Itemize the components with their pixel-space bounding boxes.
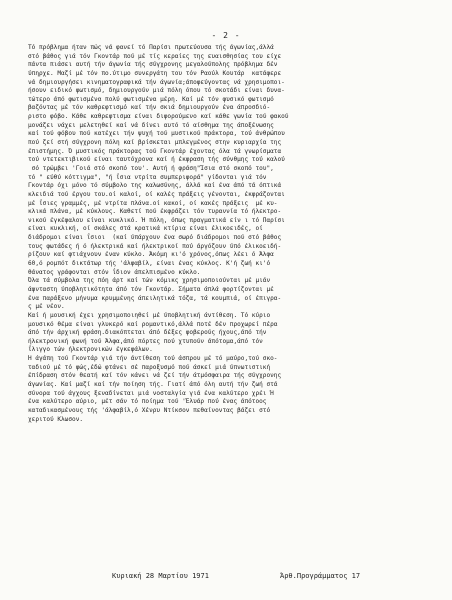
text-line: τού ντετεκτιβικού είναι ταυτόχρονα καί ή έκφραση τής σύνθμης τού καλού xyxy=(28,156,285,164)
text-line: κλικά πλάνα, μέ κύκλους. Καθετί πού έκφράζει τόν τυραννία τό ήλεκτρο- xyxy=(28,208,282,216)
text-line: ρίζουν καί φτιάχνουν έναν κύκλο. Άκόμη κι'ό χρόνος,όπως λέει ό Άλφα xyxy=(28,251,274,259)
text-line: ένα καλύτερο αύριο, μέτ σάν τό ποίημα τού 'Έλυάρ πού ένας άπότοος xyxy=(28,398,267,406)
text-line: τους φωτάδες ή ό ήλεκτρικά καί ήλεκτρικοί πού άργόζουν ύπό έλικοειδή- xyxy=(28,242,282,250)
text-line: τώτερο άπό φωτισμένα πολύ φωτισμένα μέρη. Καί μέ τόν φυσικό φωτισμό xyxy=(28,95,274,103)
text-line: 60,ό ρομπότ δικτάτωρ τής 'άλφαβίλ, είναι ένας κύκλος. Κ'ή ζωή κι'ό xyxy=(28,260,271,268)
text-line: άπό τήν άρχική φράση.διακόπτεται άπό δέξες φοβερούς ήχους,άπό τήν xyxy=(28,329,267,337)
text-line: Όλα τά σύμβολα της πόη άρτ καί τών κόμικς χρησιμοποιούνται μέ μιάν xyxy=(28,277,271,285)
text-line: Καί ή μουσική έχει χρησιμοποιηθεί μέ ύποβλητική άντίθεση. Τό κύριο xyxy=(28,311,271,319)
text-line: έπιστήμης. Ό μυστικός πράκτορας τού Γκοντάρ έχοντας όλα τά γνωρίσματα xyxy=(28,147,282,155)
text-line: πάντα πιάσει αυτή τήν άγωνία τής σύγχρονης μεγαλούπολης πρόβλημα δέν xyxy=(28,61,278,69)
text-line: Ή άγάπη τού Γκοντάρ γιά τήν άντίθεση τού άσπρου μέ τό μαύρο,τού σκο- xyxy=(28,355,278,363)
text-line: άφνταστη ύποβλητικότητα άπό τόν Γκοντάρ. Σήματα άπλά φορτίζονται μέ xyxy=(28,285,274,293)
text-line: πού ζεί στή σύγχρονη πόλη καί βρίσκεται μπλεγμένος στην κυριαρχία της xyxy=(28,139,282,147)
text-line: στό βάθος γιά τόν Γκοντάρ πού μέ τίς κεραίες της ευαισθησίας του είχε xyxy=(28,52,282,60)
text-line: νικού έγκέφαλου είναι κυκλικό. Ή πόλη, όπως πραγματικά είν ι τό Παρίσι xyxy=(28,216,285,224)
footer-date: Κυριακή 28 Μαρτίου 1971 xyxy=(112,572,209,580)
text-line: καί τού φόβου πού κατέχει τήν ψυχή τού μυστικού πράκτορα, τού άνθρώπου xyxy=(28,130,285,138)
text-line: ταδιού μέ τό φώς,έδώ φτάνει σέ παροξυσμό πού άσκεί μιά ύπνωτιστική xyxy=(28,363,271,371)
text-line: ένα παράξενο μήνυμα κρυμμένης άπειλητικά τόζα, τά κουμπιά, οί έπιγρα- xyxy=(28,294,282,302)
text-line: Γκοντάρ όχι μόνο τό σύμβολο της καλωσύνης, άλλά καί ένα άπό τά όπτικά xyxy=(28,182,282,190)
text-line: θάνατος γράφονται στόν ΐδιον άπελπισμένο κύκλο. xyxy=(28,268,201,276)
text-line: μονάζει νάχει μελετηθεί καί νά δίνει αυτό τό αίσθημα της άποξένωσης xyxy=(28,121,274,129)
text-line: χεριτού Κλωσον. xyxy=(28,415,84,423)
text-line: ριστο φόβο. Κάθε καθρεφτισμα είναι διφορούμενο καί κάθε γωνία τού φακού xyxy=(28,113,289,121)
text-line: ύπηρχε. Μαζί μέ τόν πο.ύτιμο συνεργάτη του τόν Ραούλ Κουτάρ κατάφερε xyxy=(28,69,282,77)
text-line: διάδρομοι είναι ΐσιοι (καί ύπάρχουν ένα σωρό διάδρομοι πού στό βάθος xyxy=(28,234,282,242)
page-number: - 2 - xyxy=(211,31,241,40)
footer xyxy=(0,572,452,582)
text-line: ΐλιγγο τών ήλεκτρονικών έγκεφάλων. xyxy=(28,346,153,354)
text-line: καταδικασμένους τής 'άλφαβίλ,ό Χένρυ Ντίκσον πεθαίνοντας βάζει στό xyxy=(28,406,271,414)
text-line: βαζόντας μέ τόν καθρεφτισμό καί τήν σκιά δημιουργούν ένα άπροσδιό- xyxy=(28,104,271,112)
text-line: ς μέ νέον. xyxy=(28,303,65,311)
text-line: σό τρώμβει 'Γοιά στό σκοπό του'. Αυτή ή φράση"Ίσια στό σκοπό του", xyxy=(28,164,274,172)
text-line: είναι κυκλική, οί σκάλες στά κρατικά κτίρια είναι έλικοειδές, οί xyxy=(28,225,263,233)
text-line: μέ ΐσιες γραμμές, μέ ντρίτα πλάνα.οί κακοί, οί κακές πράξεις μέ κυ- xyxy=(28,199,278,207)
text-line: τό " εύθύ κόττιγμα", "ή ΐσια ντρίτα συμπεριφορά" γίδονται γιά τόν xyxy=(28,173,267,181)
text-line: ήλεκτρονική φωνή τού Άλφα,άπό πόρτες πού χτυπούν άπότομα,άπό τόν xyxy=(28,337,263,345)
text-line: άγωνίας. Καί μαζί καί τήν ποίηση τής. Γιατί άπό όλη αυτή τήν ζωή στά xyxy=(28,380,278,388)
text-line: μουσικό θέμα είναι γλυκερό καί ρομαντικό,άλλά ποτέ δέν προχωρεί πέρα xyxy=(28,320,278,328)
text-line: νά δημιουργήσει κινηματογραφικά τήν άγωνία;άποφεύγοντας νά χρησιμοποι- xyxy=(28,78,285,86)
body-text xyxy=(28,44,438,424)
text-line: σύνορα τού άγχους ξεναδίνεται μιά νοσταλγία γιά ένα καλύτερο χρέι Ή xyxy=(28,389,274,397)
text-line: κλειδιά τού έργου του.οί καλοί, οί καλές πράξεις γένονται, έκφράζονται xyxy=(28,190,285,198)
text-line: ήσουν ειδικό φωτισμό, δημιουργούν μιά πόλη όπου τό σκοτάδι είναι δυνα- xyxy=(28,87,285,95)
text-line: Τό πρόβλημα ήταν πώς νά φανεί τό Παρίσι πρωτεύουσα τής άγωνίας,άλλά xyxy=(28,44,274,51)
footer-program-ref: Άρθ.Προγράμματος 17 xyxy=(280,572,361,580)
text-line: έπίδραση στόν θεατή καί τόν κάνει νά ζεί τήν άτμόσφαιρα τής σύγχρονης xyxy=(28,372,282,380)
